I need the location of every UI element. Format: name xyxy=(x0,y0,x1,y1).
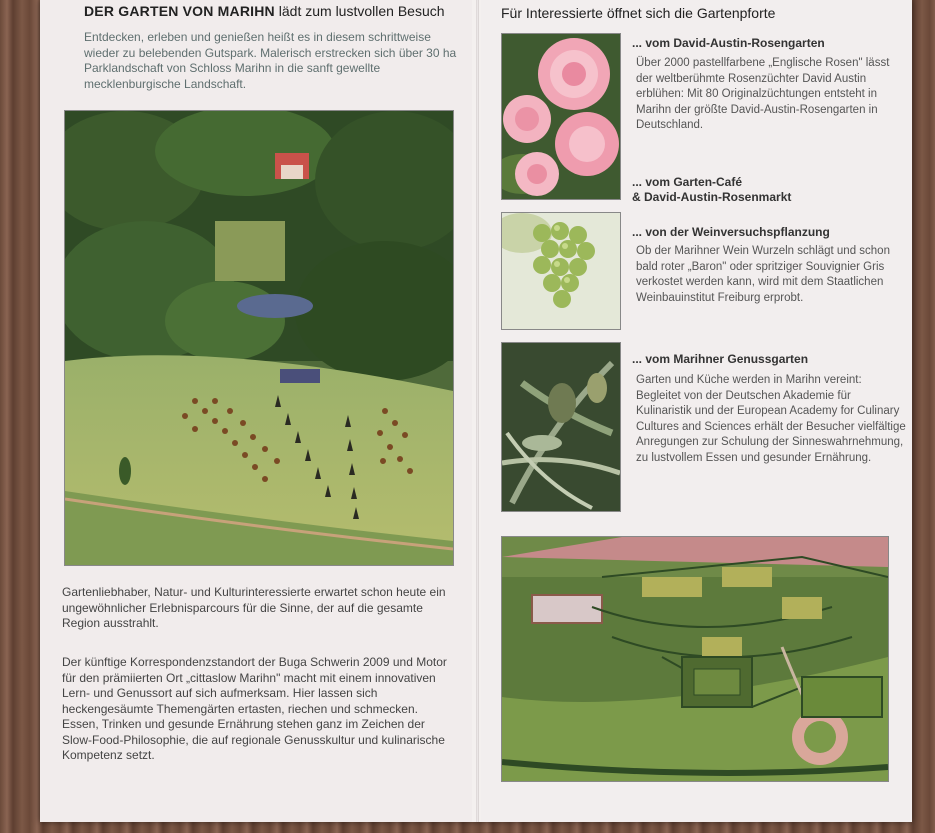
grapes-photo xyxy=(501,212,621,330)
vineyard-text: Ob der Marihner Wein Wurzeln schlägt und schon bald roter „Baron" oder spritziger Souvignier Gris verkostet werden kann, wird mit dem Staatlichen Weinbauinstitut Freiburg erprobt. xyxy=(636,245,890,304)
rose-garden-text: Über 2000 pastellfarbene „Englische Rosen" lässt der weltberühmte Rosenzüchter David Austin erblühen: Mit 80 Originalzüchtungen entsteht in Marihn der größte David-Austin-Rosengarten in Deutschland. xyxy=(636,57,890,131)
garden-cafe-title xyxy=(632,175,912,205)
left-heading xyxy=(84,3,474,19)
rose-garden-title: ... vom David-Austin-Rosengarten xyxy=(632,36,825,50)
garden-plan-aerial-photo xyxy=(501,536,889,782)
roses-photo xyxy=(501,33,621,200)
left-panel xyxy=(40,0,472,822)
visitors-paragraph: Gartenliebhaber, Natur- und Kulturinteressierte erwartet schon heute ein ungewöhnlicher Erlebnisparcours für die Sinne, der auf die gesamte Region ausstrahlt. xyxy=(62,585,446,630)
park-aerial-photo xyxy=(64,110,454,566)
culinary-garden-text: Garten und Küche werden in Marihn vereint: Begleitet von der Deutschen Akademie für Kulinaristik und der European Academy for Culinary Cultures and Sciences erhält der Besucher vielfältige Anregungen zur Schulung der Sinneswahrnehmung, zu lustvollem Essen und gesunder Ernährung. xyxy=(636,374,906,464)
right-panel xyxy=(481,0,912,822)
herbs-photo xyxy=(501,342,621,512)
garden-cafe-title-line1: ... vom Garten-Café xyxy=(632,175,743,189)
left-heading-rest: lädt zum lustvollen Besuch xyxy=(274,3,445,19)
brochure xyxy=(40,0,912,822)
left-heading-caps: DER GARTEN VON MARIHN xyxy=(84,3,275,19)
garden-cafe-title-line2: & David-Austin-Rosenmarkt xyxy=(632,190,792,204)
intro-paragraph: Entdecken, erleben und genießen heißt es in diesem schrittweise wieder zu belebenden Gutspark. Malerisch erstrecken sich über 30 ha Parklandschaft von Schloss Marihn in die sanft gewellte mecklenburgische Landschaft. xyxy=(84,30,457,91)
right-heading: Für Interessierte öffnet sich die Gartenpforte xyxy=(501,5,776,21)
culinary-garden-title: ... vom Marihner Genussgarten xyxy=(632,352,809,366)
vineyard-title: ... von der Weinversuchspflanzung xyxy=(632,225,830,239)
buga-paragraph: Der künftige Korrespondenzstandort der Buga Schwerin 2009 und Motor für den prämiierten Ort „cittaslow Marihn" macht mit einem innovativen Lern- und Genussort auf sich aufmerksam. Hier lassen sich heckengesäumte Themengärten ertasten, riechen und schmecken. Essen, Trinken und gesunde Ernährung stehen ganz im Zeichen der Slow-Food-Philosophie, die auf regionale Genusskultur und kulinarische Kompetenz setzt. xyxy=(62,655,447,762)
center-fold xyxy=(476,0,479,822)
